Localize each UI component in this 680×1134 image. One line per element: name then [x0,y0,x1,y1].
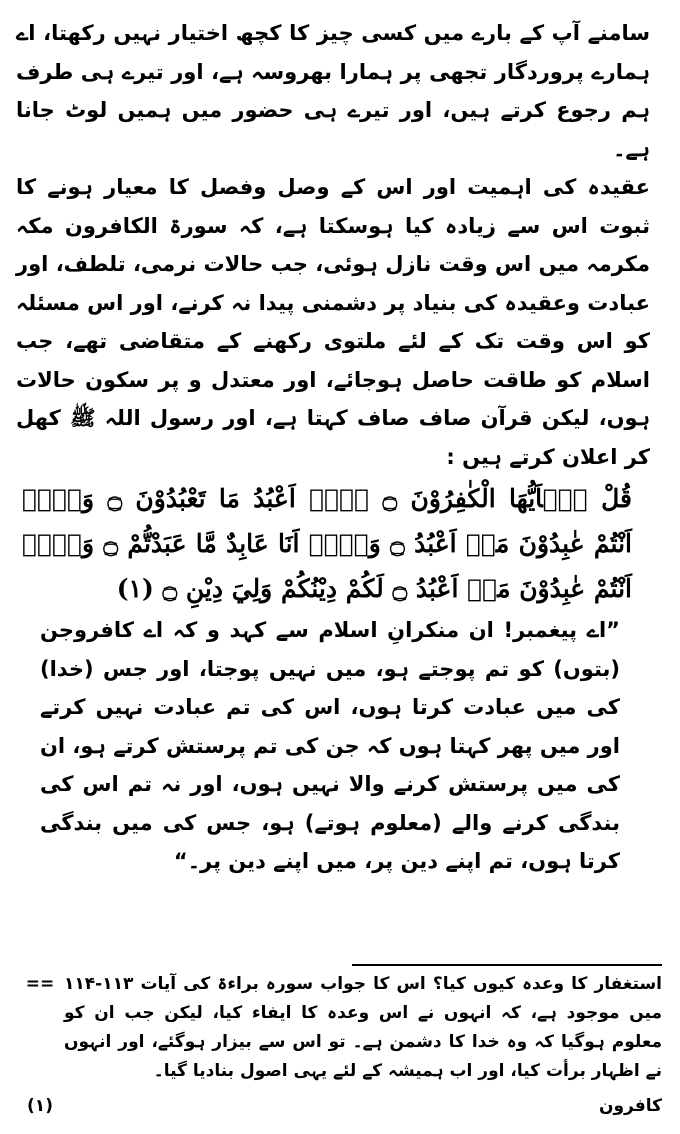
footnote-marker: == [25,974,55,994]
quran-verse: قُلْ يٰۤاَيُّهَا الْكٰفِرُوْنَ ۝ لَاۤ اَعْبُدُ مَا تَعْبُدُوْنَ ۝ وَلَاۤ اَنْتُمْ عٰبِدُوْنَ مَاۤ اَعْبُدُ ۝ وَلَاۤ اَنَا عَابِدٌ مَّا عَبَدْتُّمْ ۝ وَلَاۤ اَنْتُمْ عٰبِدُوْنَ مَاۤ اَعْبُدُ ۝ لَكُمْ دِيْنُكُمْ وَلِيَ دِيْنِ ۝ (۱) [22,484,632,603]
footnotes [16,964,662,1121]
footnote-text: استغفار کا وعدہ کیوں کیا؟ اس کا جواب سورہ براءۃ کی آیات ۱۱۳-۱۱۴ میں موجود ہے، کہ انہوں نے اس وعدہ کا ایفاء کیا، لیکن جب ان کو معلوم ہوگیا کہ وہ خدا کا دشمن ہے۔ تو اس سے بیزار ہوگئے، اور انہوں نے اظہار برأت کیا، اور اب ہمیشہ کے لئے یہی اصول بنادیا گیا۔ [64,974,662,1081]
footnote-marker: (۱) [27,1096,53,1116]
translation-quote: ”اے پیغمبر! ان منکرانِ اسلام سے کہد و کہ اے کافروجن (بتوں) کو تم پوجتے ہو، میں نہیں پوجتا، اور جس (خدا) کی میں عبادت کرتا ہوں، اس کی تم عبادت نہیں کرتے اور میں پھر کہتا ہوں کہ جن کی تم پرستش کرتے ہو، ان کی میں پرستش کرنے والا نہیں ہوں، اور نہ تم اس کی بندگی کرنے والے (معلوم ہوتے) ہو، جس کی میں بندگی کرتا ہوں، تم اپنے دین پر، میں اپنے دین پر۔“ [40,618,620,873]
paragraph-intro: سامنے آپ کے بارے میں کسی چیز کا کچھ اختیار نہیں رکھتا، اے ہمارے پروردگار تجھی پر ہمارا بھروسہ ہے، اور تیرے ہی طرف ہم رجوع کرتے ہیں، اور تیرے ہی حضور میں ہمیں لوٹ جانا ہے۔ [16,21,650,161]
footnote-item [16,970,662,1086]
footnote-divider [352,964,662,966]
main-text [16,14,650,881]
footnote-text: کافرون [598,1096,662,1116]
footnote-item [16,1092,662,1121]
paragraph-aqeedah: عقیدہ کی اہمیت اور اس کے وصل وفصل کا معیار ہونے کا ثبوت اس سے زیادہ کیا ہوسکتا ہے، کہ سورۃ الکافرون مکہ مکرمہ میں اس وقت نازل ہوئی، جب حالات نرمی، تلطف، اور عبادت وعقیدہ کی بنیاد پر دشمنی پیدا نہ کرنے، اور اس مسئلہ کو اس وقت تک کے لئے ملتوی رکھنے کے متقاضی تھے، جب اسلام کو طاقت حاصل ہوجائے، اور معتدل و پر سکون حالات ہوں، لیکن قرآن صاف صاف کہتا ہے، اور رسول اللہ ﷺ کھل کر اعلان کرتے ہیں : [16,175,650,469]
